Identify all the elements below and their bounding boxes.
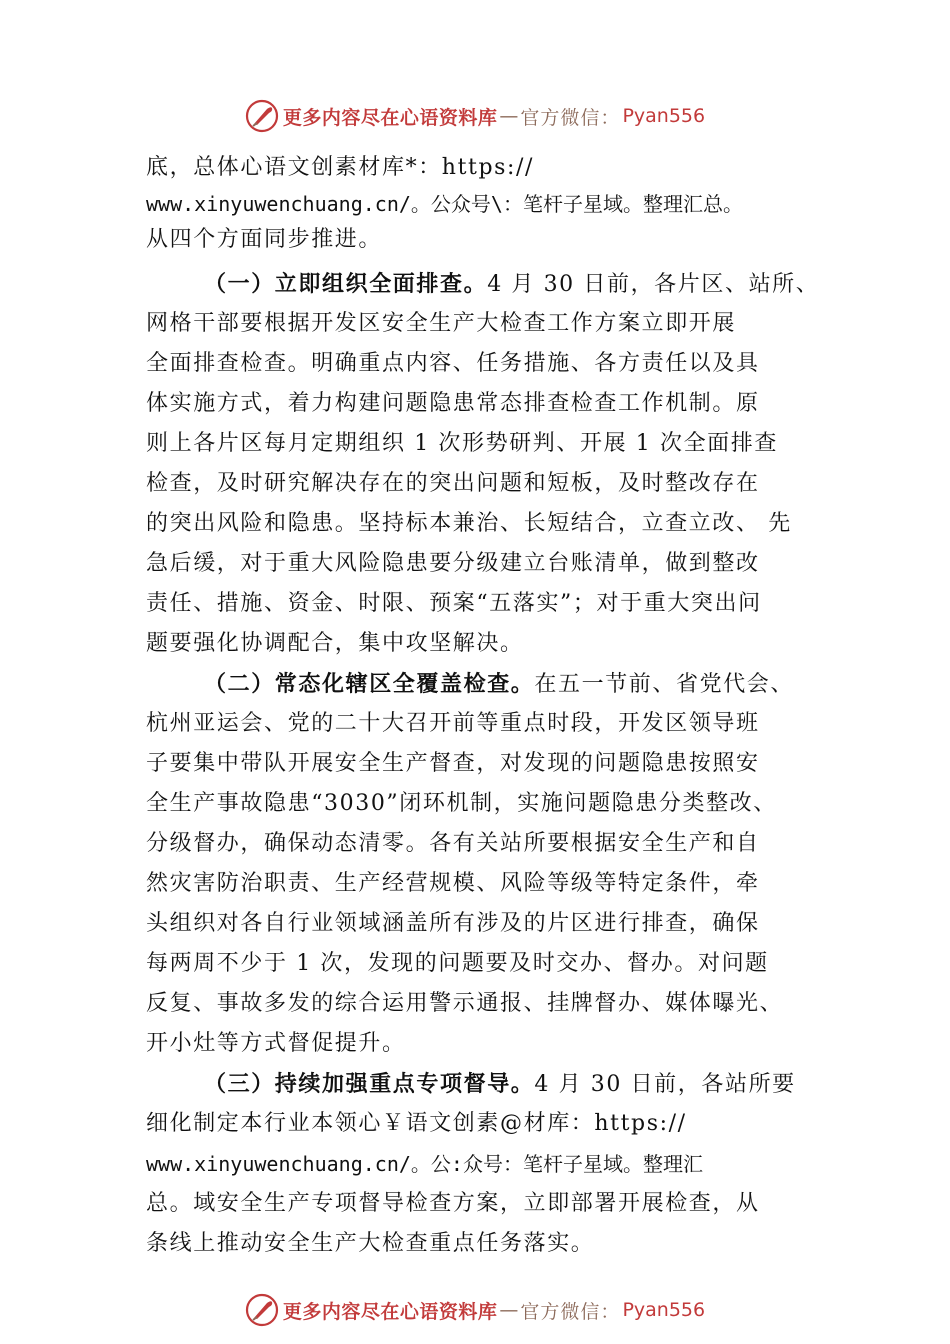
top-banner <box>0 96 950 136</box>
paragraph-line: 分级督办，确保动态清零。各有关站所要根据安全生产和自 <box>146 831 760 856</box>
paragraph-line: 反复、事故多发的综合运用警示通报、挂牌督办、媒体曝光、 <box>146 991 784 1016</box>
paragraph-line: 每两周不少于 1 次，发现的问题要及时交办、督办。对问题 <box>146 951 769 976</box>
official-wechat-label: 官方微信： <box>520 106 621 129</box>
paragraph-line: 然灾害防治职责、生产经营规模、风险等级等特定条件，牵 <box>146 871 760 896</box>
paragraph-line: 网格干部要根据开发区安全生产大检查工作方案立即开展 <box>146 311 737 336</box>
paragraph-line: 则上各片区每月定期组织 1 次形势研判、开展 1 次全面排查 <box>146 431 778 456</box>
paragraph-line: 检查，及时研究解决存在的突出问题和短板，及时整改存在 <box>146 471 760 496</box>
quill-pen-logo-icon <box>245 1293 279 1327</box>
paragraph-line: 的突出风险和隐患。坚持标本兼治、长短结合，立查立改、 先 <box>146 511 792 536</box>
section-2-heading: （二）常态化辖区全覆盖检查。 <box>204 671 535 697</box>
paragraph-line: 总。域安全生产专项督导检查方案，立即部署开展检查，从 <box>146 1191 760 1216</box>
wechat-id: Pyan556 <box>622 105 706 127</box>
promo-text: 更多内容尽在心语资料库 <box>282 1300 498 1323</box>
intro-line: 从四个方面同步推进。 <box>146 227 383 252</box>
paragraph-line: 子要集中带队开展安全生产督查，对发现的问题隐患按照安 <box>146 751 760 776</box>
intro-line: www.xinyuwenchuang.cn/。公众号\：笔杆子星域。整理汇总。 <box>146 192 743 216</box>
bottom-banner <box>0 1290 950 1330</box>
intro-line: 底，总体心语文创素材库*：https:// <box>146 155 535 180</box>
section-1-heading: （一）立即组织全面排查。 <box>204 271 488 297</box>
paragraph-line: 头组织对各自行业领域涵盖所有涉及的片区进行排查，确保 <box>146 911 760 936</box>
paragraph-line: 全面排查检查。明确重点内容、任务措施、各方责任以及具 <box>146 351 760 376</box>
paragraph-line: 题要强化协调配合，集中攻坚解决。 <box>146 631 524 656</box>
section-2-first-line: （二）常态化辖区全覆盖检查。在五一节前、省党代会、 <box>204 671 795 697</box>
paragraph-line: 条线上推动安全生产大检查重点任务落实。 <box>146 1231 595 1256</box>
paragraph-line: 责任、措施、资金、时限、预案“五落实”；对于重大突出问 <box>146 591 762 616</box>
section-3-heading: （三）持续加强重点专项督导。 <box>204 1071 535 1097</box>
section-1-first-line: （一）立即组织全面排查。4 月 30 日前，各片区、站所、 <box>204 271 820 297</box>
paragraph-line: www.xinyuwenchuang.cn/。公:众号：笔杆子星域。整理汇 <box>146 1152 703 1176</box>
paragraph-line: 体实施方式，着力构建问题隐患常态排查检查工作机制。原 <box>146 391 760 416</box>
wechat-id: Pyan556 <box>622 1299 706 1321</box>
paragraph-line: 开小灶等方式督促提升。 <box>146 1031 406 1056</box>
official-wechat-label: 官方微信： <box>520 1300 621 1323</box>
banner-dash: — <box>499 105 519 127</box>
promo-text: 更多内容尽在心语资料库 <box>282 106 498 129</box>
paragraph-line: 细化制定本行业本领心￥语文创素@材库：https:// <box>146 1111 687 1136</box>
paragraph-line: 急后缓，对于重大风险隐患要分级建立台账清单，做到整改 <box>146 551 760 576</box>
document-body <box>146 150 846 1264</box>
banner-dash: — <box>499 1299 519 1321</box>
section-3-first-line: （三）持续加强重点专项督导。4 月 30 日前，各站所要 <box>204 1071 796 1097</box>
paragraph-line: 全生产事故隐患“3030”闭环机制，实施问题隐患分类整改、 <box>146 791 777 816</box>
paragraph-line: 杭州亚运会、党的二十大召开前等重点时段，开发区领导班 <box>146 711 760 736</box>
quill-pen-logo-icon <box>245 99 279 133</box>
